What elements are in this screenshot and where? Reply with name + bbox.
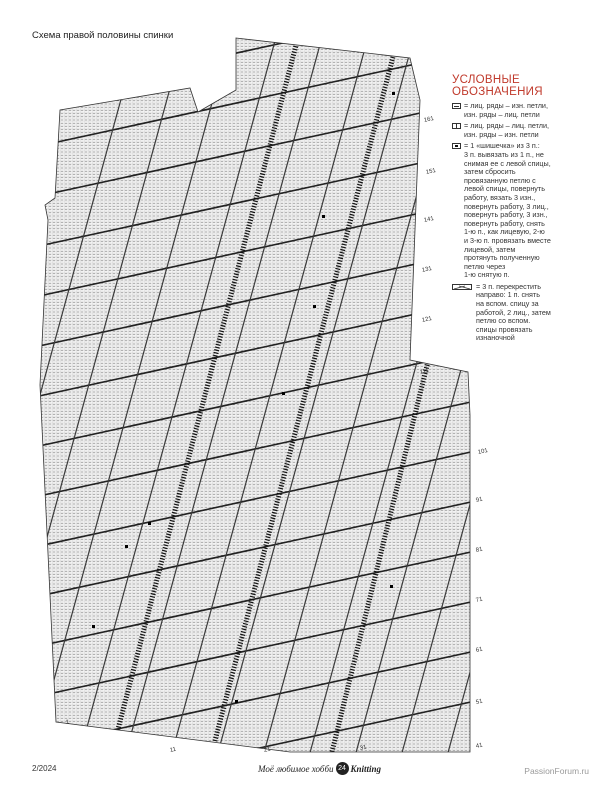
bobble-mark xyxy=(392,92,395,95)
row-number: 111 xyxy=(419,368,430,376)
legend-item-bobble xyxy=(452,142,592,280)
legend-item-text: = 1 «шишечка» из 3 п.: 3 п. вывязать из 1 п., не снимая ее с левой спицы, затем сбросить провязанную петлю с левой спицы, повернуть работу, вязать 3 изн., повернуть работу, 3 лиц., повернуть работу, 3 изн., повернуть работу, снять 1-ю п., как лицевую, 2-ю и 3-ю п. провязать вместе лицевой, затем протянуть полученную петлю через 1-ю снятую п. xyxy=(464,141,551,280)
page-number: 24 xyxy=(336,762,349,775)
knit-stitch-symbol-icon xyxy=(452,103,461,109)
bobble-mark xyxy=(313,305,316,308)
bobble-symbol-icon xyxy=(452,143,461,149)
row-number: 61 xyxy=(475,646,484,654)
legend-item-knit xyxy=(452,102,592,119)
bobble-mark xyxy=(92,625,95,628)
legend-title xyxy=(452,74,592,98)
row-number: 91 xyxy=(475,496,484,504)
cross-right-symbol-icon xyxy=(452,284,472,290)
row-number: 151 xyxy=(425,167,437,176)
legend xyxy=(452,74,592,346)
row-number: 71 xyxy=(475,596,484,604)
row-number: 121 xyxy=(421,315,433,324)
magazine-footer xyxy=(258,762,381,775)
row-number: 141 xyxy=(423,215,435,224)
row-number: 1 xyxy=(65,719,70,726)
bobble-mark xyxy=(235,700,238,703)
bobble-mark xyxy=(282,392,285,395)
row-number: 51 xyxy=(475,698,484,706)
bobble-mark xyxy=(125,545,128,548)
magazine-brand: Knitting xyxy=(350,763,382,774)
legend-item-cross xyxy=(452,283,592,343)
row-number: 161 xyxy=(423,115,435,124)
row-number: 81 xyxy=(475,546,484,554)
row-number: 101 xyxy=(477,447,489,456)
stitch-texture xyxy=(30,30,480,760)
bobble-mark xyxy=(148,522,151,525)
bobble-mark xyxy=(322,215,325,218)
legend-title-line1: УСЛОВНЫЕ xyxy=(452,74,520,86)
legend-item-text: = 3 п. перекрестить направо: 1 п. снять на вспом. спицу за работой, 2 лиц., затем петлю со вспом. спицы провязать изнаночной xyxy=(476,281,551,343)
legend-item-text: = лиц. ряды – лиц. петли, изн. ряды – изн. петли xyxy=(464,121,549,139)
row-number: 21 xyxy=(263,746,272,754)
watermark: PassionForum.ru xyxy=(524,766,589,776)
legend-item-purl xyxy=(452,122,592,139)
magazine-name: Моё любимое хобби xyxy=(258,763,334,774)
legend-title-line2: ОБОЗНАЧЕНИЯ xyxy=(452,86,543,98)
page-title: Схема правой половины спинки xyxy=(32,30,174,41)
legend-item-text: = лиц. ряды – изн. петли, изн. ряды – лиц. петли xyxy=(464,101,548,119)
row-number: 11 xyxy=(169,746,177,754)
issue-number: 2/2024 xyxy=(32,764,57,773)
purl-stitch-symbol-icon xyxy=(452,123,461,129)
row-number: 31 xyxy=(359,744,368,752)
row-number: 131 xyxy=(421,265,433,274)
bobble-mark xyxy=(390,585,393,588)
row-number: 41 xyxy=(475,742,484,750)
